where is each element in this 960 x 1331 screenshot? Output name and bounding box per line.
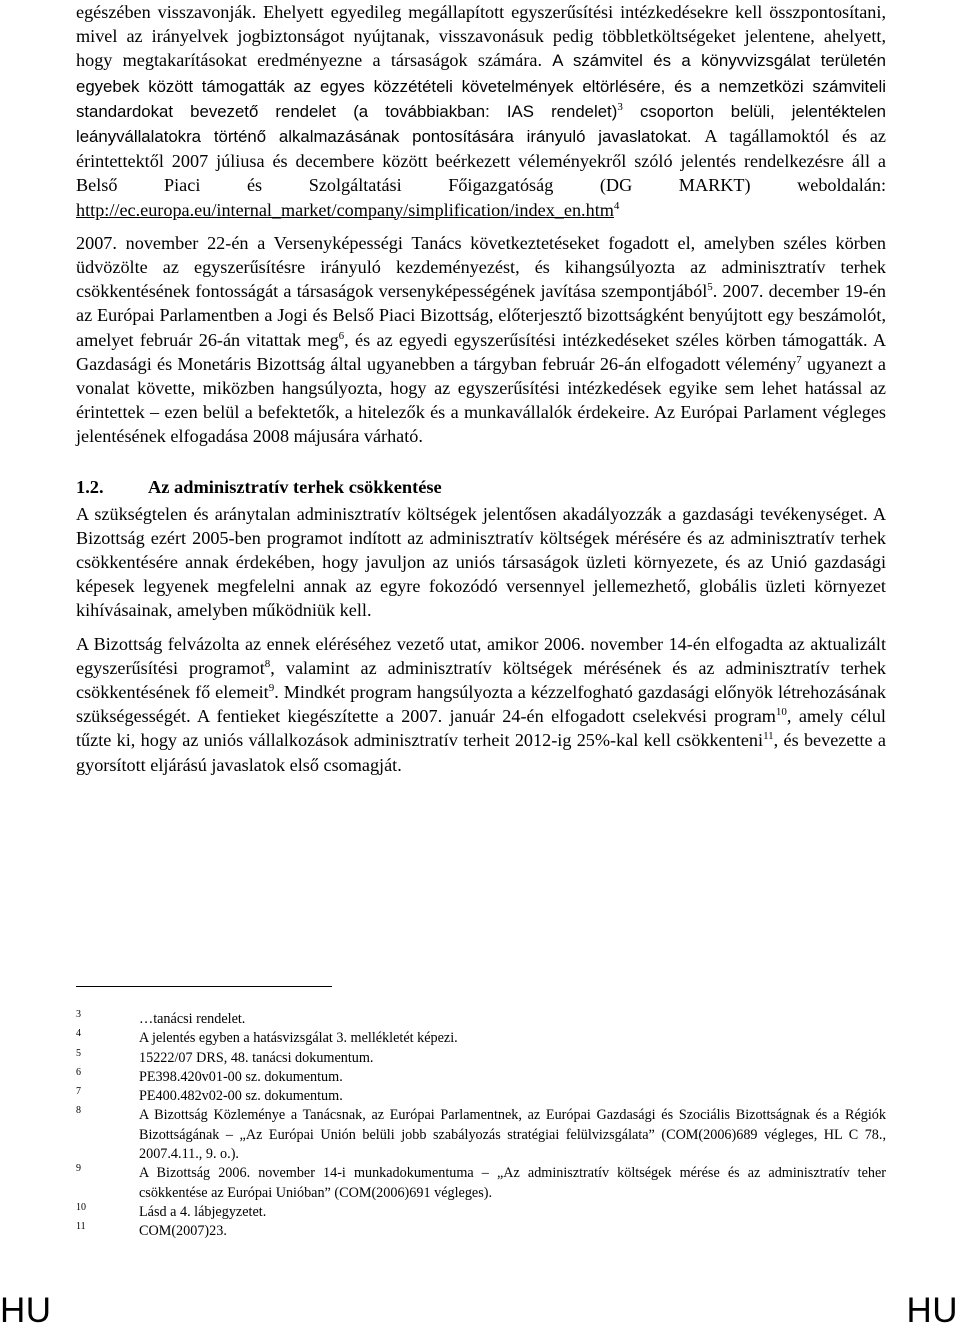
footnote-ref-4[interactable]: 4 [613, 199, 620, 212]
footnote-number: 11 [76, 1221, 86, 1233]
paragraph-1-text-2: A tagállamoktól és az érintettektől 2007 júliusa és decembere között beérkezett véleményekről szóló jelentés rendelkezésre áll a Belső Piaci és Szolgáltatási Főigazgatóság (DG MARKT) weboldalán: [76, 126, 886, 196]
footnote-text: A Bizottság Közleménye a Tanácsnak, az Európai Parlamentnek, az Európai Gazdasági és Szociális Bizottságnak és a Régiók Bizottságának – „Az Európai Unión belüli jobb szabályozás stratégiai felülvizsgálata” (COM(2006)689 végleges, HL C 78., 2007.4.11., 9. o.). [139, 1107, 886, 1163]
paragraph-2-text-d: ugyanezt a vonalat követte, miközben hangsúlyozta, hogy az egyszerűsítési intézkedések egyike sem lehet hatással az érintettek – ezen belül a befektetők, a hitelezők és a munkavállalók érdekeire. Az Európai Parlament végleges jelentésének elfogadása 2008 májusára várható. [76, 353, 886, 447]
footnote-text: 15222/07 DRS, 48. tanácsi dokumentum. [139, 1049, 374, 1066]
section-heading [76, 477, 886, 498]
paragraph-4-text-e: , és bevezette a gyorsított eljárású javaslatok első csomagját. [76, 730, 886, 775]
footnote-number: 5 [76, 1047, 81, 1059]
footnotes [76, 1010, 886, 1242]
paragraph-4-text-d: , amely célul tűzte ki, hogy az uniós vállalkozások adminisztratív terheit 2012-ig 25%-kal kell csökkenteni [76, 706, 886, 751]
footnote [76, 1087, 886, 1106]
footnote-number: 4 [76, 1028, 81, 1040]
footnote-ref-9[interactable]: 9 [268, 682, 275, 695]
footnote-text: PE398.420v01-00 sz. dokumentum. [139, 1068, 343, 1085]
footnote-text: A jelentés egyben a hatásvizsgálat 3. mellékletét képezi. [139, 1030, 458, 1047]
paragraph-4-text-b: , valamint az adminisztratív költségek mérésének és az adminisztratív terhek csökkentésének fő elemeit [76, 657, 887, 703]
paragraph-4 [76, 632, 886, 777]
paragraph-1 [76, 0, 886, 222]
footnote-number: 10 [76, 1201, 86, 1213]
footnote-text: A Bizottság 2006. november 14-i munkadokumentuma – „Az adminisztratív költségek mérése és az adminisztratív teher csökkentése az Európai Unióban” (COM(2006)691 végleges). [139, 1165, 886, 1201]
footer-language-left: HU [0, 1291, 52, 1330]
footnote-text: …tanácsi rendelet. [139, 1011, 246, 1027]
paragraph-2 [76, 231, 886, 449]
footnote-ref-10[interactable]: 10 [775, 706, 787, 719]
footnote [76, 1049, 886, 1068]
footnote-ref-5[interactable]: 5 [707, 281, 713, 294]
footnote-number: 9 [76, 1163, 81, 1175]
footnote-number: 3 [76, 1009, 81, 1020]
footnote [76, 1222, 886, 1241]
footnote-text: Lásd a 4. lábjegyzetet. [139, 1203, 267, 1220]
footnote-text: PE400.482v02-00 sz. dokumentum. [139, 1088, 343, 1105]
paragraph-1-sans-text: A számvitel és a könyvvizsgálat területén egyebek között támogatták az egyes közzétételi követelmények eltörlésére, és a nemzetközi számviteli standardokat bevezető rendelet (a továbbiakban: IAS rendelet) [76, 51, 886, 121]
section-number: 1.2. [76, 476, 104, 497]
paragraph-1-sans-text-2: csoporton belüli, jelentéktelen leányvállalatokra történő alkalmazásának pontosítására irányuló javaslatokat. [76, 101, 886, 147]
dg-markt-link[interactable]: http://ec.europa.eu/internal_market/company/simplification/index_en.htm [76, 199, 614, 220]
footnote-ref-6[interactable]: 6 [338, 329, 345, 342]
footnote-number: 7 [76, 1086, 81, 1098]
paragraph-3: A szükségtelen és aránytalan adminisztratív költségek jelentősen akadályozzák a gazdasági tevékenységet. A Bizottság ezért 2005-ben programot indított az adminisztratív költségek mérésére és az adminisztratív terhek csökkentésére annak érdekében, hogy javuljon az uniós társaságok üzleti környezete, és az Unió gazdasági képesek legyenek megfelelni annak az egyre fokozódó versennyel jellemezhető, globális üzleti környezet kihívásainak, amelyben működniük kell. [76, 503, 886, 621]
paragraph-4-text-c: . Mindkét program hangsúlyozta a kézzelfogható gazdasági előnyök létrehozásának szükségességét. A fentieket kiegészítette a 2007. január 24-én elfogadott cselekvési program [76, 682, 887, 727]
paragraph-1-text: egészében visszavonják. Ehelyett egyedileg megállapított egyszerűsítési intézkedésekre kell összpontosítani, mivel az irányelvek jogbiztonságot nyújtanak, visszavonásuk pedig többletköltségeket jelentene, ahelyett, hogy megtakarításokat eredményezne a társaságok számára. [76, 2, 886, 71]
footnote-separator [76, 986, 332, 987]
footnote [76, 1029, 886, 1048]
footnote [76, 1203, 886, 1222]
footnote-number: 6 [76, 1066, 81, 1078]
footnote-ref-11[interactable]: 11 [763, 730, 774, 743]
footnote [76, 1068, 886, 1087]
paragraph-2-text-a: 2007. november 22-én a Versenyképességi Tanács következtetéseket fogadott el, amelyben széles körben üdvözölte az egyszerűsítésre irányuló kezdeményezést, és kihangsúlyozta az adminisztratív terhek csökkentésének fontosságát a társaságok versenyképességének javítása szempontjából [76, 232, 886, 302]
footnote [76, 1106, 886, 1164]
footnote-ref-3[interactable]: 3 [617, 100, 623, 113]
footnote-ref-7[interactable]: 7 [796, 353, 802, 366]
footnote-ref-8[interactable]: 8 [264, 657, 271, 670]
document-page [76, 0, 886, 777]
footnote [76, 1010, 886, 1029]
footer-language-right: HU [906, 1291, 958, 1330]
footnote-text: COM(2007)23. [139, 1223, 227, 1240]
paragraph-4-text-a: A Bizottság felvázolta az ennek eléréséhez vezető utat, amikor 2006. november 14-én elfogadta az aktualizált egyszerűsítési programot [76, 633, 886, 678]
footnote [76, 1164, 886, 1203]
section-title: Az adminisztratív terhek csökkentése [148, 476, 442, 497]
paragraph-2-text-b: . 2007. december 19-én az Európai Parlamentben a Jogi és Belső Piaci Bizottság, előterjesztő bizottságként benyújtott egy beszámolót, amelyet február 26-án vitattak meg [76, 281, 886, 350]
paragraph-2-text-c: , és az egyedi egyszerűsítési intézkedéseket széles körben támogatták. A Gazdasági és Monetáris Bizottság által ugyanebben a tárgyban február 26-án elfogadott vélemény [76, 329, 886, 374]
footnote-number: 8 [76, 1105, 81, 1117]
